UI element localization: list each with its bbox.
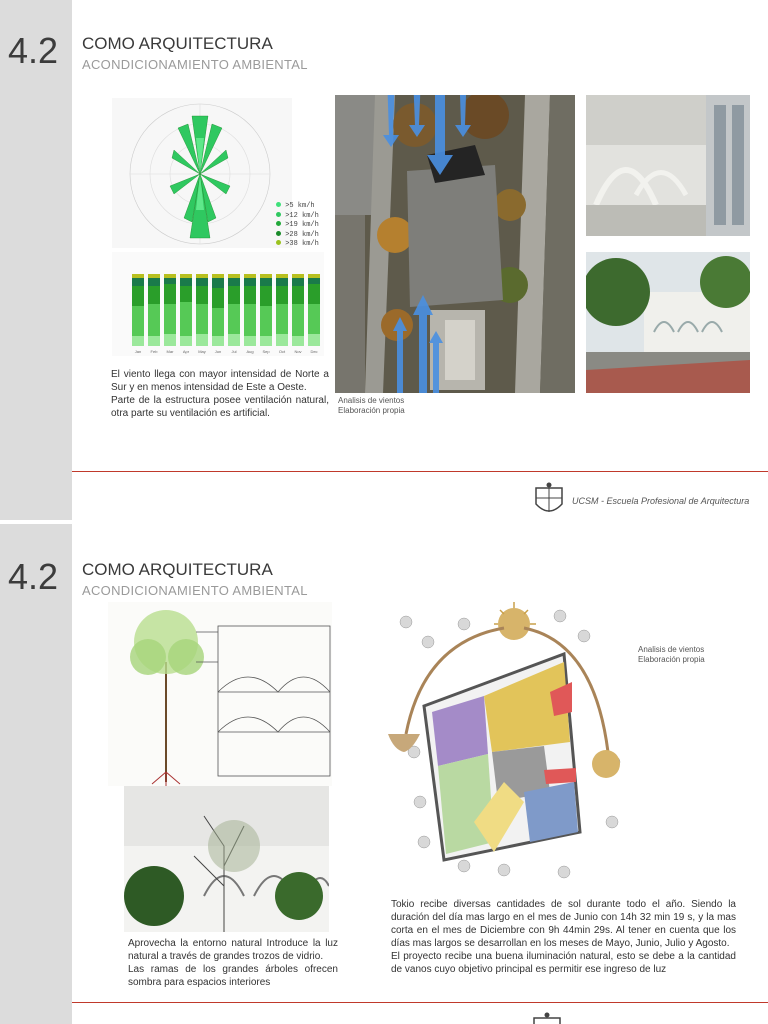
- bar-segment: [244, 304, 256, 336]
- bar-segment: [132, 278, 144, 286]
- facade-photo: [124, 786, 329, 932]
- bar-segment: [212, 308, 224, 336]
- bar-segment: [244, 274, 256, 278]
- bar-segment: [308, 274, 320, 278]
- month-label: Dec: [310, 349, 318, 354]
- bar-segment: [212, 278, 224, 288]
- bar-segment: [276, 304, 288, 334]
- bar-segment: [164, 304, 176, 334]
- month-label: May: [198, 349, 206, 354]
- section-sketch: [108, 602, 332, 786]
- bar-segment: [196, 278, 208, 286]
- slide-title: COMO ARQUITECTURA: [82, 560, 273, 579]
- divider-line: [72, 1002, 768, 1003]
- bar-segment: [292, 304, 304, 336]
- month-label: Oct: [278, 349, 286, 354]
- legend-item: >19 km/h: [276, 221, 319, 231]
- month-label: Apr: [182, 349, 190, 354]
- bar-segment: [148, 278, 160, 286]
- solar-description: Tokio recibe diversas cantidades de sol durante todo el año. Siendo la duración del día mas largo en el mes de Junio con 14h 32 min 19 s, y la mas corta en el mes de Diciembre con 9h 44min 29s. Al tener en cuenta que los días mas largos se desarrollan en los meses de Mayo, Junio, Julio y Agosto. El proyecto recibe una buena iluminación natural, esto se debe a la cantidad de vanos cuyo objetivo principal es permitir ese ingreso de luz: [391, 899, 736, 975]
- bar-segment: [180, 278, 192, 286]
- interior-photo: [586, 95, 750, 236]
- bar-segment: [148, 286, 160, 304]
- section-number: 4.2: [8, 556, 59, 597]
- bar-segment: [148, 336, 160, 346]
- wind-legend-list: [276, 202, 319, 250]
- bar-segment: [276, 334, 288, 346]
- bar-segment: [308, 304, 320, 334]
- solar-site-plan: [384, 602, 634, 892]
- bar-segment: [212, 288, 224, 308]
- bar-segment: [228, 304, 240, 334]
- bar-segment: [292, 278, 304, 286]
- bar-segment: [228, 274, 240, 278]
- legend-item: >28 km/h: [276, 231, 319, 241]
- slide-subtitle: ACONDICIONAMIENTO AMBIENTAL: [82, 583, 308, 598]
- wind-description: El viento llega con mayor intensidad de Norte a Sur y en menos intensidad de Este a Oeste. Parte de la estructura posee ventilación natural, otra parte su ventilación es artificial.: [111, 369, 329, 419]
- bar-segment: [180, 274, 192, 278]
- bar-segment: [260, 336, 272, 346]
- bar-segment: [244, 336, 256, 346]
- bar-segment: [180, 336, 192, 346]
- aerial-caption: Analisis de vientos Elaboración propia: [338, 396, 405, 415]
- bar-segment: [276, 278, 288, 286]
- bar-segment: [164, 274, 176, 278]
- slide-title: COMO ARQUITECTURA: [82, 34, 273, 53]
- section-number: 4.2: [8, 30, 59, 71]
- month-label: Jul: [231, 349, 237, 354]
- bar-segment: [276, 286, 288, 304]
- bar-segment: [292, 274, 304, 278]
- month-label: Jun: [214, 349, 222, 354]
- bar-segment: [180, 286, 192, 302]
- bar-segment: [308, 334, 320, 346]
- bar-segment: [228, 334, 240, 346]
- bar-segment: [180, 302, 192, 336]
- wind-rose-chart: [112, 98, 292, 248]
- month-label: Jan: [134, 349, 142, 354]
- plan-caption: Analisis de vientos Elaboración propia: [638, 645, 705, 664]
- slide-subtitle: ACONDICIONAMIENTO AMBIENTAL: [82, 57, 308, 72]
- legend-item: >5 km/h: [276, 202, 319, 212]
- bar-segment: [196, 286, 208, 304]
- month-label: Aug: [246, 349, 254, 354]
- month-label: Mar: [166, 349, 174, 354]
- university-crest-icon: [532, 482, 566, 520]
- month-label: Feb: [150, 349, 158, 354]
- bar-segment: [260, 286, 272, 306]
- divider-line: [72, 471, 768, 472]
- bar-segment: [196, 334, 208, 346]
- natural-light-text: Aprovecha la entorno natural Introduce la luz natural a través de grandes trozos de vidrio. Las ramas de los grandes árboles ofrecen sombra para espacios interiores: [128, 938, 338, 988]
- bar-segment: [260, 306, 272, 336]
- side-band: [0, 524, 72, 1024]
- bar-segment: [244, 286, 256, 304]
- month-label: Sep: [262, 349, 270, 354]
- slide-2: [0, 524, 768, 1024]
- side-band: [0, 0, 72, 520]
- bar-segment: [260, 274, 272, 278]
- bar-segment: [308, 278, 320, 284]
- bar-segment: [132, 274, 144, 278]
- bar-segment: [308, 284, 320, 304]
- bar-segment: [164, 284, 176, 304]
- bar-segment: [212, 274, 224, 278]
- bar-segment: [164, 278, 176, 284]
- bar-segment: [196, 274, 208, 278]
- footer-logo: UCSM - Escuela Profesional de Arquitectura: [532, 482, 749, 520]
- bar-segment: [292, 286, 304, 304]
- month-label: Nov: [294, 349, 302, 354]
- bar-segment: [212, 336, 224, 346]
- exterior-photo: [586, 252, 750, 393]
- legend-item: >12 km/h: [276, 212, 319, 222]
- bar-segment: [228, 278, 240, 286]
- bar-segment: [260, 278, 272, 286]
- bar-segment: [164, 334, 176, 346]
- bar-segment: [196, 304, 208, 334]
- bar-segment: [228, 286, 240, 304]
- bar-segment: [292, 336, 304, 346]
- aerial-site-photo: [335, 95, 575, 393]
- wind-bar-chart: [112, 252, 324, 356]
- university-crest-icon: [530, 1012, 564, 1024]
- bar-segment: [132, 306, 144, 336]
- legend-item: >38 km/h: [276, 240, 319, 250]
- bar-segment: [276, 274, 288, 278]
- bar-segment: [132, 336, 144, 346]
- bar-segment: [148, 304, 160, 336]
- bar-segment: [148, 274, 160, 278]
- bar-segment: [244, 278, 256, 286]
- bar-segment: [132, 286, 144, 306]
